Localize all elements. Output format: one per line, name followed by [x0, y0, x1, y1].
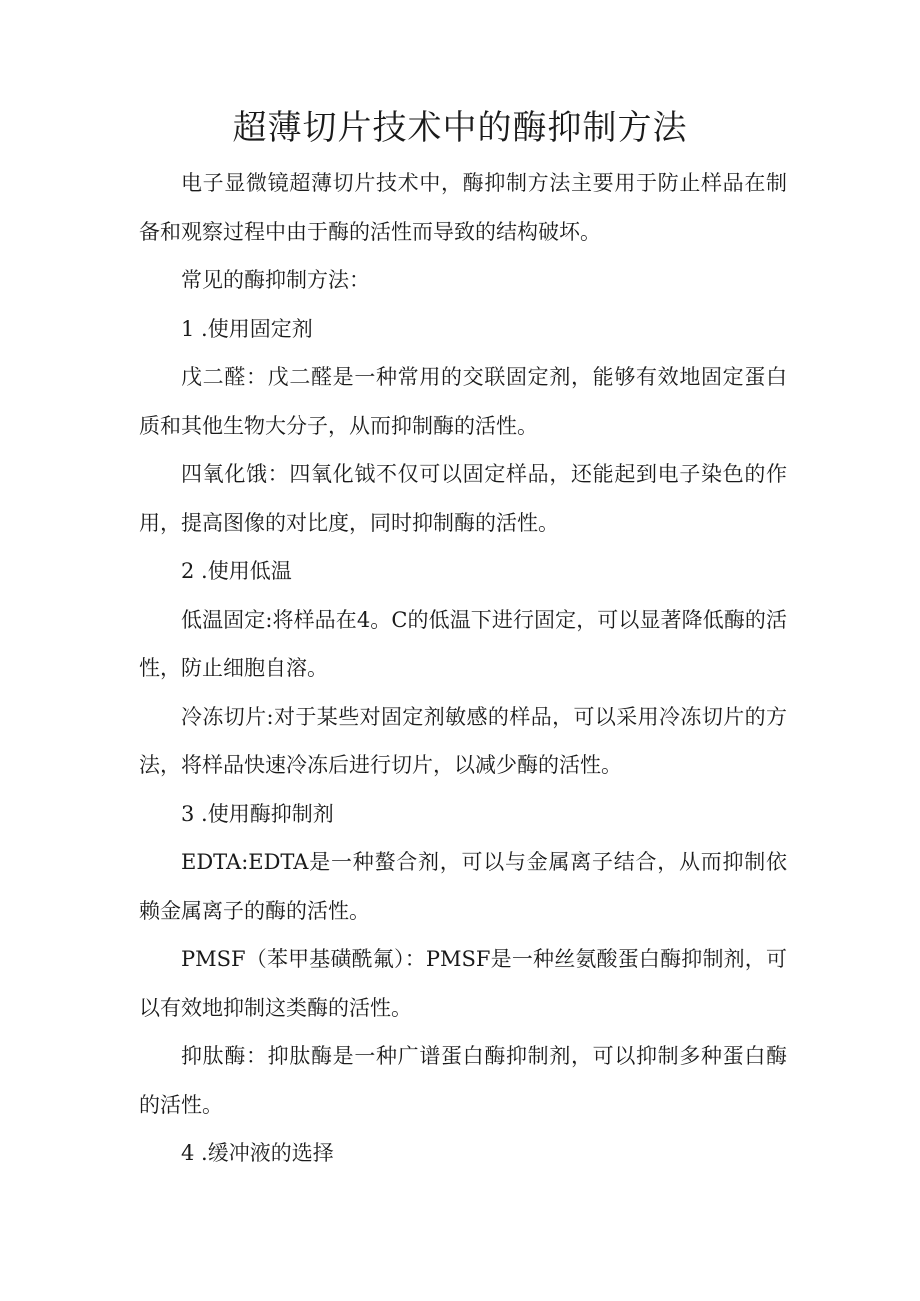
- paragraph-glutaraldehyde: 戊二醛：戊二醛是一种常用的交联固定剂，能够有效地固定蛋白质和其他生物大分子，从而抑制酶的活性。: [139, 365, 787, 438]
- section-heading-low-temperature: 2 .使用低温: [181, 559, 292, 583]
- paragraph-frozen-section: 冷冻切片:对于某些对固定剂敏感的样品，可以采用冷冻切片的方法，将样品快速冷冻后进行切片，以减少酶的活性。: [139, 704, 787, 777]
- section-heading-fixatives: 1 .使用固定剂: [181, 316, 313, 341]
- paragraph-osmium-tetroxide: 四氧化饿：四氧化钺不仅可以固定样品，还能起到电子染色的作用，提高图像的对比度，同时抑制酶的活性。: [139, 462, 787, 535]
- document-title: 超薄切片技术中的酶抑制方法: [232, 108, 688, 148]
- intro-paragraph: 电子显微镜超薄切片技术中，酶抑制方法主要用于防止样品在制备和观察过程中由于酶的活性而导致的结构破坏。: [139, 171, 787, 244]
- paragraph-aprotinin: 抑肽酶：抑肽酶是一种广谱蛋白酶抑制剂，可以抑制多种蛋白酶的活性。: [139, 1044, 787, 1117]
- paragraph-pmsf: PMSF（苯甲基磺酰氟）：PMSF是一种丝氨酸蛋白酶抑制剂，可以有效地抑制这类酶的活性。: [139, 947, 787, 1020]
- paragraph-edta: EDTA:EDTA是一种螯合剂，可以与金属离子结合，从而抑制依赖金属离子的酶的活性。: [139, 850, 787, 923]
- section-heading-enzyme-inhibitors: 3 .使用酶抑制剂: [181, 801, 334, 826]
- methods-heading: 常见的酶抑制方法：: [181, 268, 370, 292]
- paragraph-low-temperature-fixation: 低温固定:将样品在4。C的低温下进行固定，可以显著降低酶的活性，防止细胞自溶。: [139, 607, 787, 680]
- document-body: [139, 159, 787, 1178]
- section-heading-buffer-selection: 4 .缓冲液的选择: [181, 1141, 334, 1165]
